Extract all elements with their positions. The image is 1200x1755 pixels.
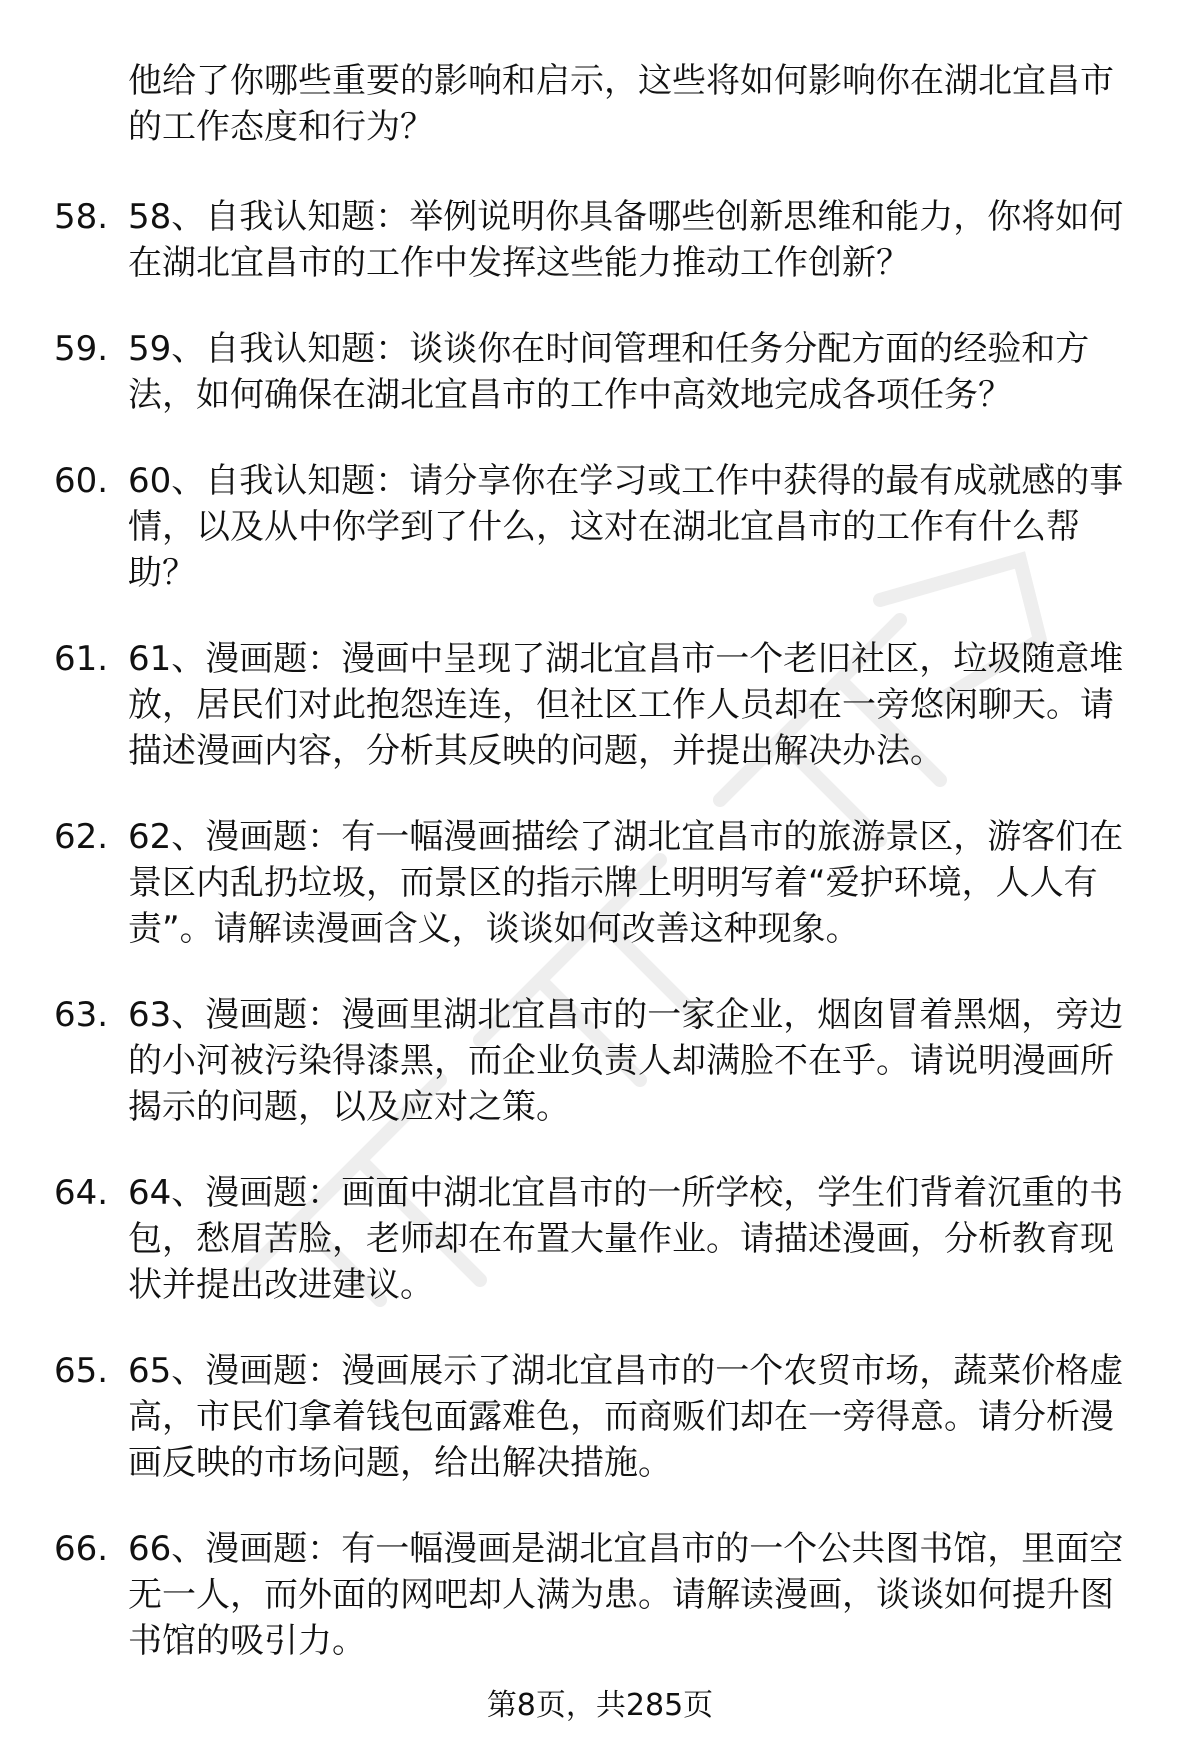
item-text: 64、漫画题：画面中湖北宜昌市的一所学校，学生们背着沉重的书包，愁眉苦脸，老师却在布置大量作业。请描述漫画，分析教育现状并提出改进建议。 [128,1173,1124,1305]
item-text: 58、自我认知题：举例说明你具备哪些创新思维和能力，你将如何在湖北宜昌市的工作中发挥这些能力推动工作创新？ [128,197,1124,283]
item-text: 66、漫画题：有一幅漫画是湖北宜昌市的一个公共图书馆，里面空无一人，而外面的网吧却人满为患。请解读漫画，谈谈如何提升图书馆的吸引力。 [128,1529,1124,1661]
item-number: 63. [54,995,109,1035]
item-text: 65、漫画题：漫画展示了湖北宜昌市的一个农贸市场，蔬菜价格虚高，市民们拿着钱包面露难色，而商贩们却在一旁得意。请分析漫画反映的市场问题，给出解决措施。 [128,1351,1124,1483]
item-text: 62、漫画题：有一幅漫画描绘了湖北宜昌市的旅游景区，游客们在景区内乱扔垃圾，而景区的指示牌上明明写着“爱护环境，人人有责”。请解读漫画含义，谈谈如何改善这种现象。 [128,817,1124,949]
item-text: 59、自我认知题：谈谈你在时间管理和任务分配方面的经验和方法，如何确保在湖北宜昌市的工作中高效地完成各项任务？ [128,329,1090,415]
list-item [0,992,1200,1130]
item-number: 61. [54,639,109,679]
item-number: 59. [54,329,109,369]
item-number: 64. [54,1173,109,1213]
list-item [0,1170,1200,1308]
list-item [0,636,1200,774]
question-list [0,194,1200,1704]
item-text: 61、漫画题：漫画中呈现了湖北宜昌市一个老旧社区，垃圾随意堆放，居民们对此抱怨连连，但社区工作人员却在一旁悠闲聊天。请描述漫画内容，分析其反映的问题，并提出解决办法。 [128,639,1124,771]
list-item [0,326,1200,418]
item-text: 60、自我认知题：请分享你在学习或工作中获得的最有成就感的事情，以及从中你学到了什么，这对在湖北宜昌市的工作有什么帮助？ [128,461,1124,593]
item-number: 60. [54,461,109,501]
page-footer: 第8页，共285页 [486,1688,714,1723]
list-item [0,194,1200,286]
list-item [0,1526,1200,1664]
item-number: 65. [54,1351,109,1391]
list-item [0,1348,1200,1486]
list-item [0,458,1200,596]
item-number: 58. [54,197,109,237]
item-text: 63、漫画题：漫画里湖北宜昌市的一家企业，烟囱冒着黑烟，旁边的小河被污染得漆黑，而企业负责人却满脸不在乎。请说明漫画所揭示的问题，以及应对之策。 [128,995,1124,1127]
item-number: 66. [54,1529,109,1569]
item-number: 62. [54,817,109,857]
list-item [0,814,1200,952]
continuation-paragraph: 他给了你哪些重要的影响和启示，这些将如何影响你在湖北宜昌市的工作态度和行为？ [128,61,1114,147]
